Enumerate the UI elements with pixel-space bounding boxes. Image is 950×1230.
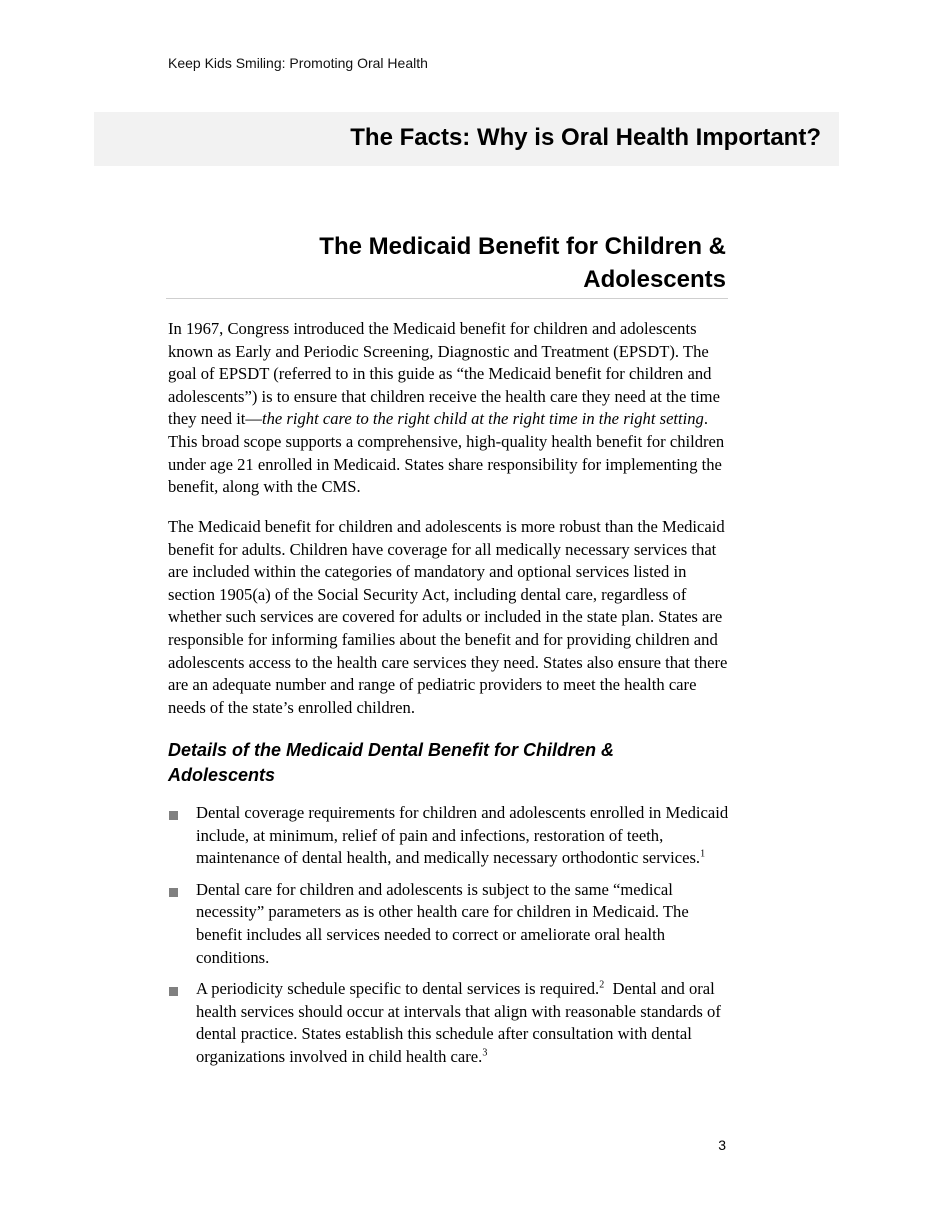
square-bullet-icon <box>169 811 178 820</box>
list-item-text: Dental and oral health services should occur at intervals that align with reasonable standards of dental practice. States establish this schedule after consultation with dental organizations involved in child health care. <box>196 979 721 1066</box>
section-title-line2: Adolescents <box>583 266 726 293</box>
dental-benefit-list <box>168 802 730 1078</box>
section-title-line1: The Medicaid Benefit for Children & <box>319 233 726 260</box>
footnote-ref: 2 <box>599 979 605 991</box>
square-bullet-icon <box>169 987 178 996</box>
list-item <box>168 802 730 870</box>
square-bullet-icon <box>169 888 178 897</box>
running-header: Keep Kids Smiling: Promoting Oral Health <box>168 55 428 71</box>
banner-title: The Facts: Why is Oral Health Important? <box>350 124 821 151</box>
list-item-text: Dental care for children and adolescents is subject to the same “medical necessity” parameters as is other health care for children in Medicaid. The benefit includes all services needed to correct or ameliorate oral health conditions. <box>196 879 689 967</box>
chapter-banner <box>94 112 839 166</box>
list-item-text: Dental coverage requirements for children and adolescents enrolled in Medicaid include, at minimum, relief of pain and infections, restoration of teeth, maintenance of dental health, and medically necessary orthodontic services. <box>196 803 729 868</box>
paragraph-1-emphasis: the right care to the right child at the right time in the right setting <box>262 409 704 429</box>
paragraph-1-start: In 1967, Congress introduced the Medicaid benefit for children and adolescents known as Early and Periodic Screening, Diagnostic and Treatment (EPSDT). The goal of EPSDT (referred to in this guide as “the Medicaid benefit for children and adolescents”) is to ensure that children receive the health care they need at the time they need it— <box>168 319 720 429</box>
paragraph-epsdt-intro <box>168 318 730 499</box>
page-number: 3 <box>718 1137 726 1153</box>
footnote-ref: 3 <box>482 1047 488 1059</box>
list-item-text: A periodicity schedule specific to dental services is required. <box>196 979 600 999</box>
section-title <box>168 230 726 296</box>
subheading-dental-benefit: Details of the Medicaid Dental Benefit for Children & Adolescents <box>168 740 615 785</box>
footnote-ref: 1 <box>700 848 706 860</box>
paragraph-benefit-scope: The Medicaid benefit for children and adolescents is more robust than the Medicaid benefit for adults. Children have coverage for all medically necessary services that are included within the categories of mandatory and optional services listed in section 1905(a) of the Social Security Act, including dental care, regardless of whether such services are covered for adults or included in the state plan. States are responsible for informing families about the benefit and for providing children and adolescents access to the health care services they need. States also ensure that there are an adequate number and range of pediatric providers to meet the health care needs of the state’s enrolled children. <box>168 517 728 717</box>
section-divider <box>166 298 728 299</box>
list-item <box>168 879 730 969</box>
list-item <box>168 978 730 1068</box>
paragraph-1-end: . This broad scope supports a comprehensive, high-quality health benefit for children under age 21 enrolled in Medicaid. States share responsibility for implementing the benefit, along with the CMS. <box>168 409 725 497</box>
